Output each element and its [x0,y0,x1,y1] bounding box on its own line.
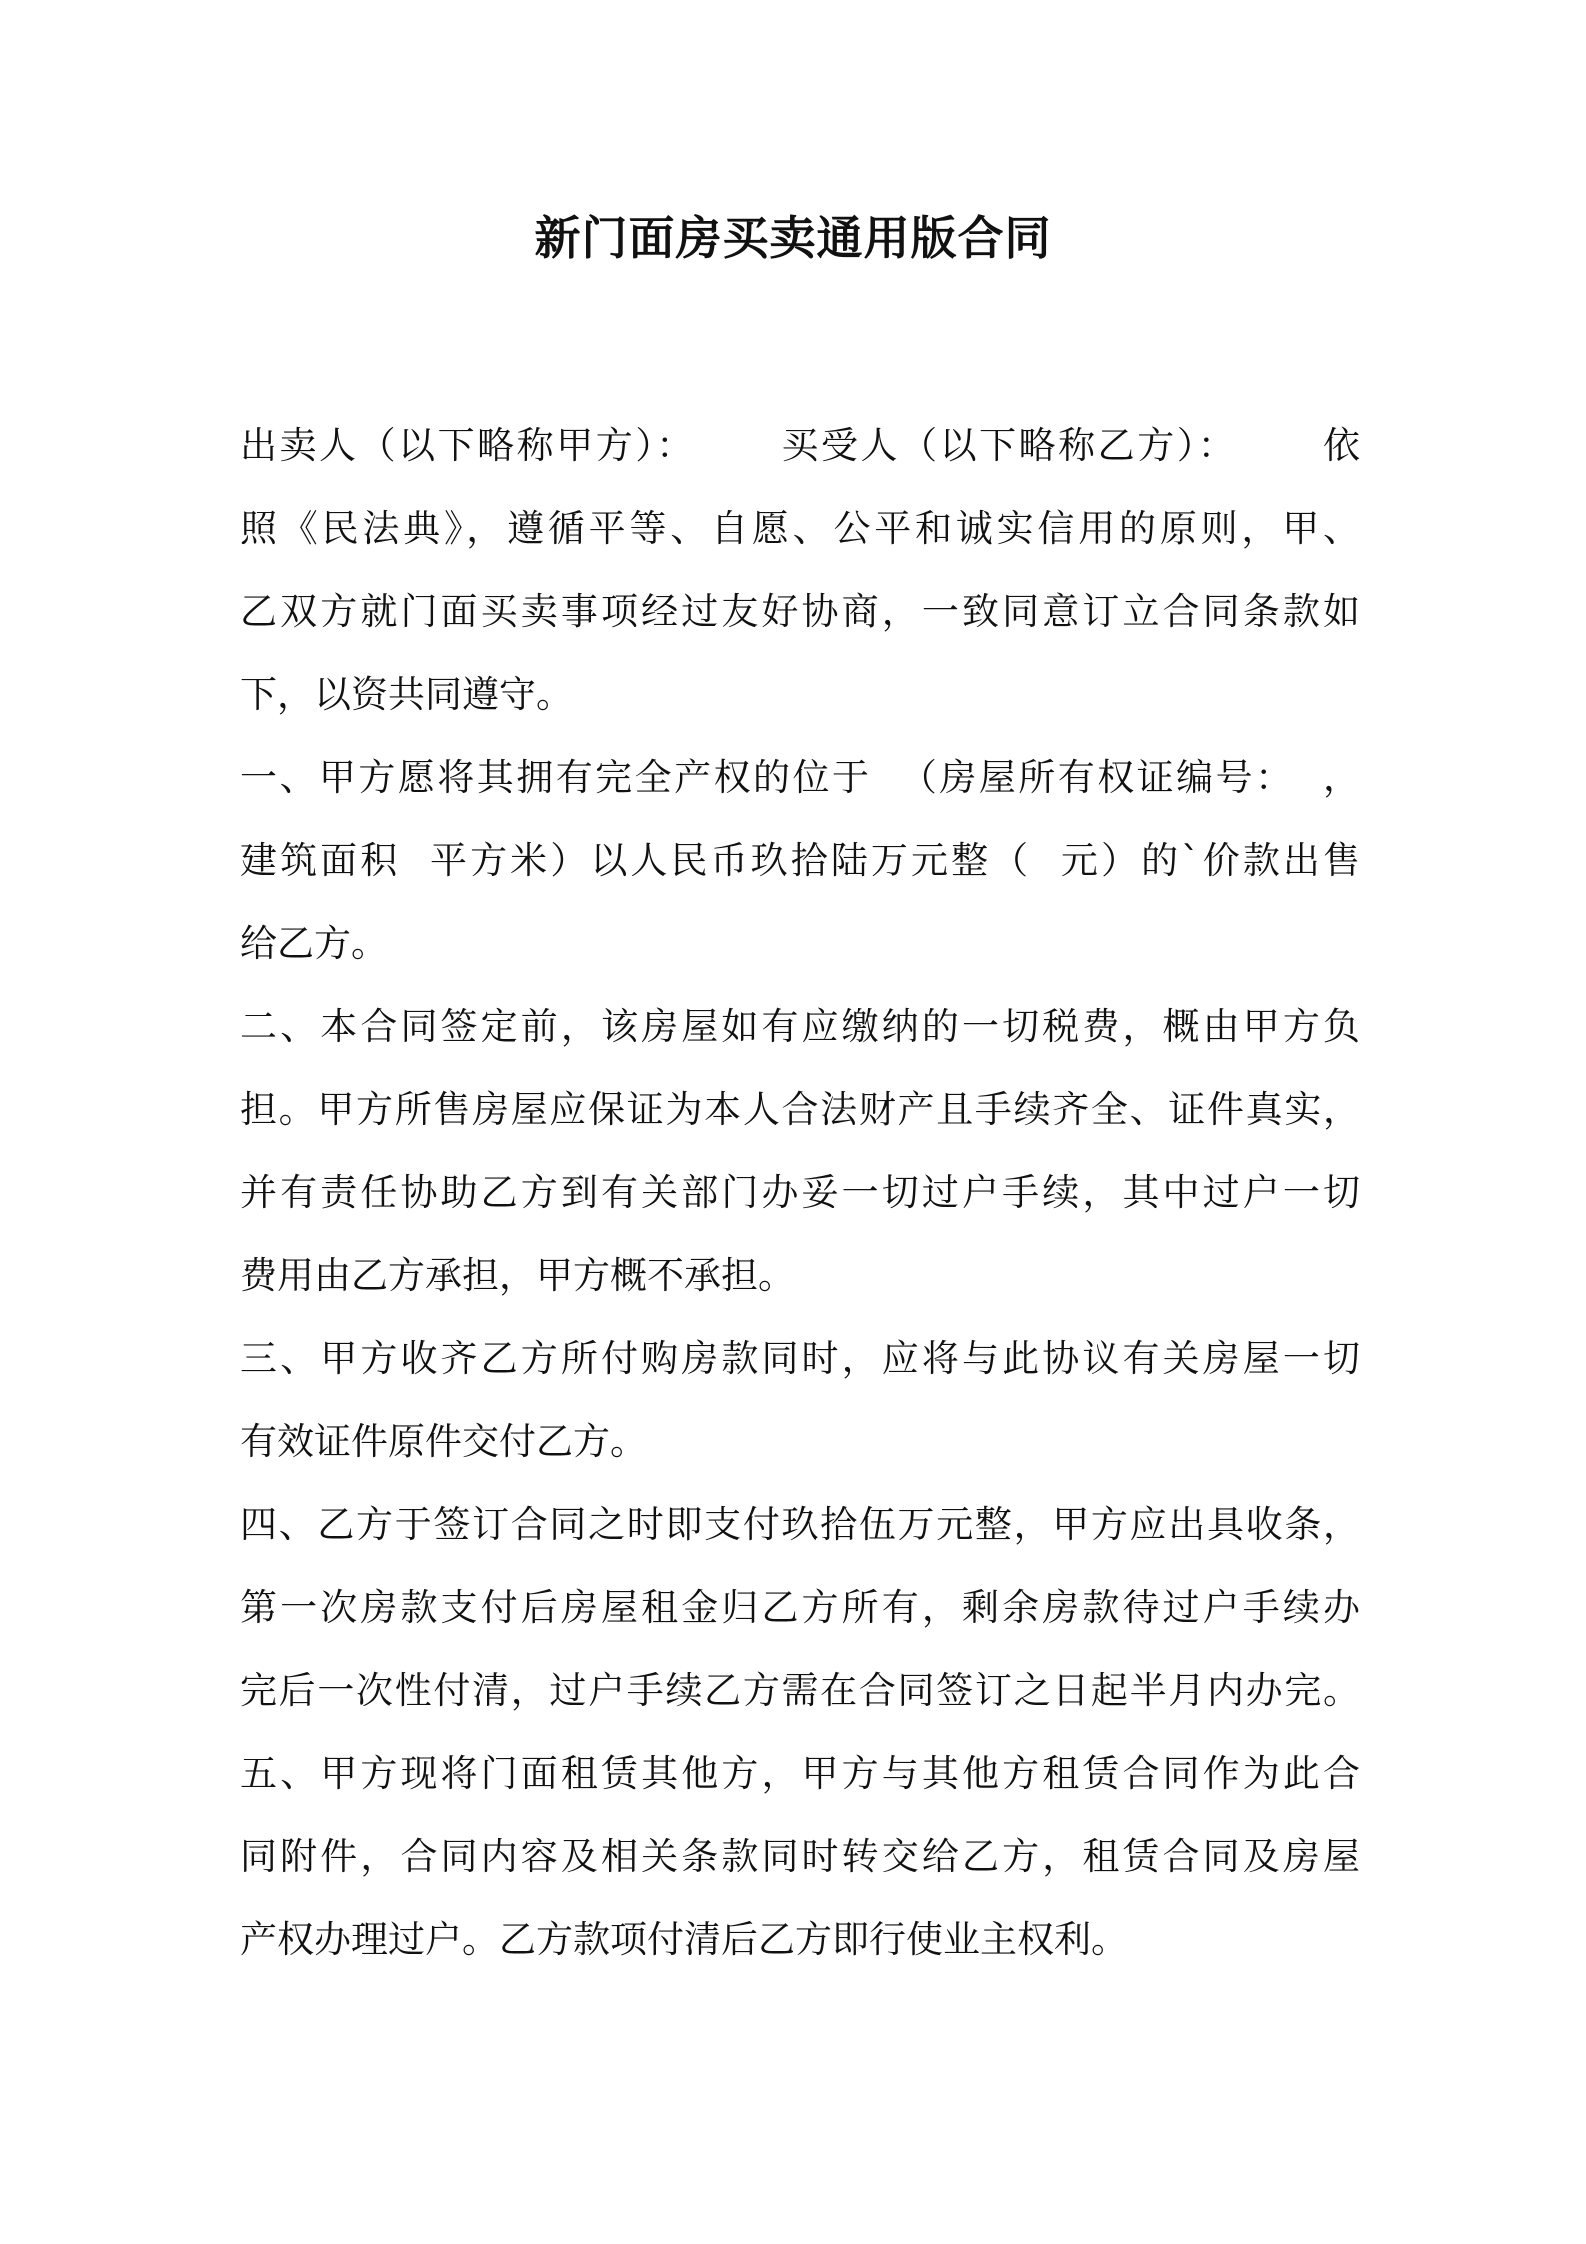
body-line: 担。甲方所售房屋应保证为本人合法财产且手续齐全、证件真实， [240,1088,1360,1131]
body-line: 五、甲方现将门面租赁其他方，甲方与其他方租赁合同作为此合 [240,1752,1360,1795]
body-line: 一、甲方愿将其拥有完全产权的位于 （房屋所有权证编号： ， [240,756,1360,799]
contract-body [240,404,1360,1981]
body-line: 并有责任协助乙方到有关部门办妥一切过户手续，其中过户一切 [240,1171,1360,1214]
body-line: 三、甲方收齐乙方所付购房款同时，应将与此协议有关房屋一切 [240,1337,1360,1380]
body-line: 给乙方。 [240,922,388,965]
body-line: 出卖人（以下略称甲方）： 买受人（以下略称乙方）： 依 [240,424,1360,467]
body-line: 产权办理过户。乙方款项付清后乙方即行使业主权利。 [240,1918,1128,1961]
body-line: 照《民法典》，遵循平等、自愿、公平和诚实信用的原则，甲、 [240,507,1360,550]
body-line: 建筑面积 平方米）以人民币玖拾陆万元整（ 元）的`价款出售 [240,839,1360,882]
body-line: 乙双方就门面买卖事项经过友好协商，一致同意订立合同条款如 [240,590,1360,633]
body-line: 二、本合同签定前，该房屋如有应缴纳的一切税费，概由甲方负 [240,1005,1360,1048]
body-line: 四、乙方于签订合同之时即支付玖拾伍万元整，甲方应出具收条， [240,1503,1360,1546]
body-line: 完后一次性付清，过户手续乙方需在合同签订之日起半月内办完。 [240,1669,1360,1712]
body-line: 有效证件原件交付乙方。 [240,1420,647,1463]
body-line: 同附件，合同内容及相关条款同时转交给乙方，租赁合同及房屋 [240,1835,1360,1878]
body-line: 费用由乙方承担，甲方概不承担。 [240,1254,795,1297]
document-title: 新门面房买卖通用版合同 [534,211,1052,265]
body-line: 下，以资共同遵守。 [240,673,573,716]
body-line: 第一次房款支付后房屋租金归乙方所有，剩余房款待过户手续办 [240,1586,1360,1629]
